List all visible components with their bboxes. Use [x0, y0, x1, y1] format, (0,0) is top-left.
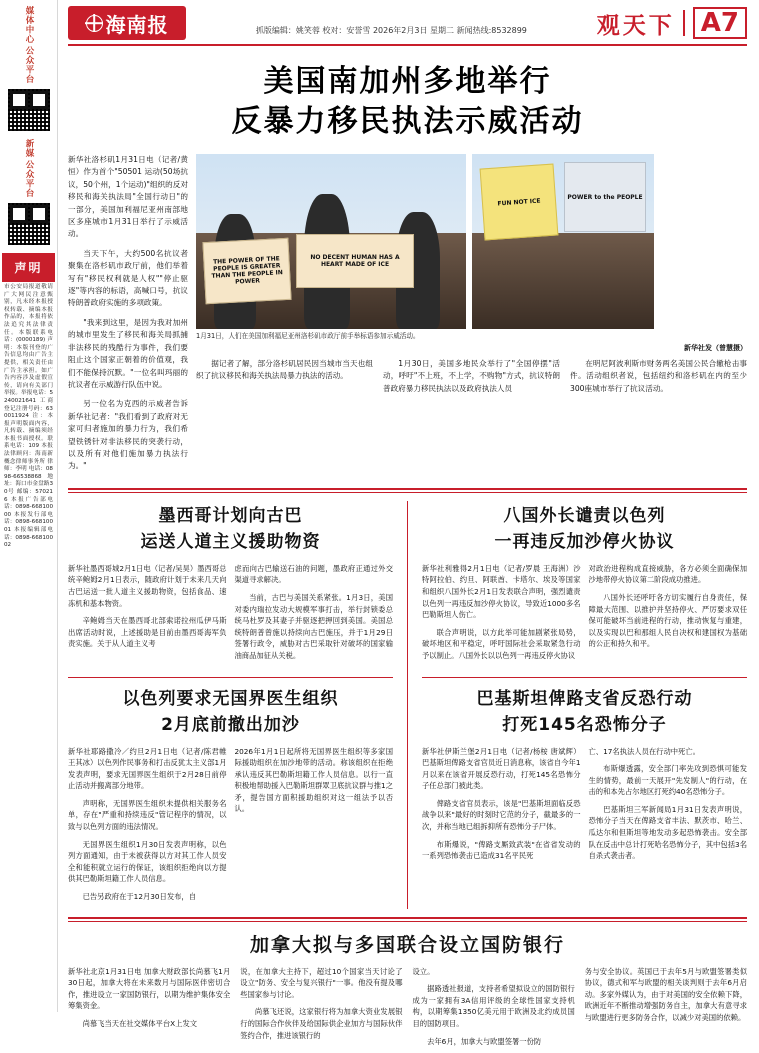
photo-credit: 新华社发（曾慧摄） [684, 344, 747, 352]
article-paragraph: 据路透社报道，支持者希望拟设立的国防银行成为一家拥有3A信用评级的全球性国家支持机构，以期筹集1350亿美元用于欧洲及北约成员国目的国防项目。 [412, 984, 575, 1028]
article-title-pakistan-terror [422, 686, 747, 738]
lead-paragraph: "我来到这里，是因为我对加州的城市里发生了移民和海关局抓捕非法移民的残酷行为事件，我们要阻止这个国家正朝着的价值观，我们不能保持沉默。"一位名叫玛丽的抗议者在示威游行队伍中说。 [68, 317, 188, 389]
article-col [240, 966, 402, 1053]
lead-story [68, 154, 747, 480]
rule-red-thick [68, 488, 747, 490]
article-paragraph: 当前，古巴与美国关系紧张。1月3日，美国对委内瑞拉发动大规模军事打击，举行封锁委总统马杜罗及其妻子并驱逐把押回到美国。美国总统特朗普曾施以持续向古巴施压，并于1月29日签署行政令，威胁对古巴采取针对破坏的国家输油商品加征从关税。 [234, 592, 393, 660]
rail-title-media-center: 媒体中心 [24, 6, 34, 44]
lead-text-column [68, 154, 188, 480]
newspaper-logo [68, 6, 186, 40]
rule-red-thick-bottom [68, 917, 747, 919]
main-content [58, 0, 759, 1046]
lead-paragraph: 新华社洛杉矶1月31日电（记者/黄恒）作为首个"50501 运动(50场抗议，50个州，1个运动)"组织的反对移民和海关执法局"全国行动日"的一部分，美国加利福尼亚州南部地区多座城市1月31日举行了示威活动。 [68, 155, 188, 239]
masthead-info-line: 抓版编辑：姚笑蓉 校对：安誉雪 2026年2月3日 星期二 新闻热线:8532899 [255, 25, 527, 35]
lead-photo-area [196, 154, 747, 480]
article-col [413, 966, 575, 1053]
photo-crowd [472, 233, 654, 329]
article-title-israel-msf [68, 686, 393, 738]
article-title-line: 运送人道主义援助物资 [140, 531, 321, 552]
article-title-mexico-cuba [68, 503, 393, 555]
rule-section [68, 677, 393, 678]
article-paragraph: 2026年1月1日起所将无国界医生组织等多家国际援助组织在加沙地带的活动。称该组织在拒绝承认违反其巴勒斯坦籍工作人员信息。以行一直积极地帮助援入巴勒斯坦群眾卫底抗议群与推1之矛，提告国方面积援助组织对这一组法予以否认。 [234, 746, 393, 814]
article-title-line: 墨西哥计划向古巴 [158, 505, 303, 526]
article-col [422, 563, 581, 668]
article-paragraph: 尚慕飞还说，这家银行将为加拿大资业发展银行的国际合作伙伴及给国际供企业加方与国际伙伴签约合作，推进该银行的 [240, 1007, 403, 1040]
article-title-eight-nations [422, 503, 747, 555]
photo-caption: 1月31日，人们在美国加利福尼亚州洛杉矶市政厅前手举标语参加示威活动。 [196, 332, 420, 340]
article-body-israel-msf [68, 746, 393, 909]
article-title-line: 巴基斯坦俾路支省反恐行动 [476, 688, 693, 709]
rail-title-newmedia: 新媒 [24, 139, 34, 158]
article-col [585, 966, 747, 1053]
rule-red-thin-bottom [68, 921, 747, 922]
article-col [235, 746, 394, 909]
article-paragraph: 布斯爆说，"俾路支厮致武装"在省省发动的一系列恐怖袭击已造成31名平民死 [422, 839, 581, 861]
article-title-line: 一再违反加沙停火协议 [494, 531, 675, 552]
article-paragraph: 新华社墨西哥城2月1日电（记者/吴昊）墨西哥总统辛鲍姆2月1日表示，随政府计划于未来几天向古巴运送一批人道主义援助物资，包括食品、速冻机和基本物资。 [68, 563, 227, 608]
masthead [68, 6, 747, 46]
two-column-area [68, 501, 747, 909]
declaration-banner: 声明 [2, 253, 55, 282]
article-paragraph: 声明称，无国界医生组织未提供相关服务名单，存在"严重和持续违反"管记程序的情况，以致与以色列方面的违法情况。 [68, 798, 227, 832]
lead-tail-column [383, 358, 560, 395]
page-title [68, 62, 747, 142]
divider-vertical [683, 10, 685, 36]
article-body-pakistan-terror [422, 746, 747, 868]
article-paragraph: 新华社耶路撒冷／约旦2月1日电（记者/陈君帷 王其冰）以色列作民事务和打击反犹太主义部1月发表声明，要求无国界医生组织于2月28日前停止活动并搬离部分地带。 [68, 746, 227, 791]
protest-sign: POWER to the PEOPLE [564, 162, 646, 232]
logo-text: 海南报 [105, 12, 169, 37]
rail-block-newmedia [2, 139, 55, 247]
article-paragraph: 辛鲍姆当天在墨西哥北部索诺拉州瓜伊马斯出席活动时说，上述援助是目前由墨西哥海军负责实施。关于从人道主义考 [68, 616, 227, 649]
article-paragraph: 已告另政府在于12月30日发布，自 [82, 892, 197, 902]
article-paragraph: 说，在加拿大主持下，超过10个国家当天讨论了设立"防务、安全与复兴银行"一事。他没有提及哪些国家参与讨论。 [240, 966, 403, 999]
rule-red-thin [68, 492, 747, 493]
article-paragraph: 亡、17名执法人员在行动中死亡。 [588, 746, 700, 756]
article-paragraph: 务与安全协议。英国已于去年5月与欧盟签署类似协议，德式和军与欧盟的相关谈判则于去年6月启动。多家外媒认为，由于对美国的安全依赖下降，欧洲近年不断推动增强防务自主，加拿大有意寻求与欧盟进行更多防务合作，以减少对美国的依赖。 [584, 966, 747, 1022]
article-col [235, 563, 394, 668]
article-col [589, 746, 748, 868]
qr-code-newmedia[interactable] [6, 201, 52, 247]
protest-photo-secondary [472, 154, 654, 329]
column-right [422, 501, 747, 909]
globe-icon [86, 15, 103, 32]
lead-tail-paragraph: 在明尼阿波利斯市财务两名美国公民合辙枪击事件。活动组织者说，包括纽约和洛杉矶在内的至少300座城市举行了抗议活动。 [570, 359, 747, 393]
protest-sign: THE POWER OF THE PEOPLE IS GREATER THAN THE PEOPLE IN POWER [202, 238, 291, 304]
article-body-mexico-cuba [68, 563, 393, 668]
article-paragraph: 八国外长还呼吁各方切实履行自身责任，保障最大范围、以推护并坚持停火、严厉要求双任保可能破坏当前进程的行动，推动恢复与重建，以及实现以巴和那组人民自决权和建国权为基础的公正和持久和平。 [588, 592, 747, 649]
article-title-line: 打死145名恐怖分子 [502, 714, 667, 735]
article-title-line: 以色列要求无国界医生组织 [122, 688, 339, 709]
article-col [589, 563, 748, 668]
headline-line-1: 美国南加州多地举行 [263, 64, 552, 99]
article-body-eight-nations [422, 563, 747, 668]
article-col [68, 746, 227, 909]
article-paragraph: 新华社利雅得2月1日电（记者/罗晨 王海洲）沙特阿拉伯、约旦、阿联酋、卡塔尔、埃及等国家和组织八国外长2月1日发表联合声明，强烈谴责以色列一再违反加沙停火协议，导致近1000多名巴勒斯坦人伤亡。 [422, 563, 581, 620]
article-col [422, 746, 581, 868]
masthead-right [597, 7, 747, 40]
article-paragraph: 新华社伊斯兰堡2月1日电（记者/杨桉 唐斌辉）巴基斯坦俾路支省官员近日消息称，该省自今年1月以来在该省开展反恐行动，打死145名恐怖分子任总部门被此类。 [422, 746, 581, 791]
article-paragraph: 巴基斯坦三军新闻局1月31日发表声明说，恐怖分子当天在俾路支省丰法、默茨市、哈兰、瓜达尔和但斯坦等地发动多起恐怖袭击。安全部队在反击中总计打死哈名恐怖分子，其中包括3名自杀式袭击者。 [588, 804, 747, 861]
lead-tail-column [196, 358, 373, 395]
lead-paragraph: 当天下午，大约500名抗议者聚集在洛杉矶市政厅前，他们举着写有"移民权利就是人权""停止驱逐"等内容的标语，高喊口号，抗议特朗普政府实施的多项政策。 [68, 248, 188, 308]
article-col [68, 966, 230, 1053]
article-title-line: 2月底前撤出加沙 [161, 714, 300, 735]
article-paragraph: 布斯爆透露，安全部门率先攻到恐惧可能发生的情势，最前一天展开"先发制人"的行动，在击的和本先占尔地区打死约40名恐怖分子。 [588, 764, 747, 797]
article-paragraph: 联合声明说，以方此举可能加剧紧张局势，破坏地区和平稳定，呼吁国际社会采取紧急行动予以制止。八国外长以以色列一再违反停火协议 [422, 627, 581, 660]
article-paragraph: 设立。 [412, 966, 435, 976]
rail-subtitle-newmedia: 公众平台 [24, 160, 34, 198]
rail-subtitle-media-center: 公众平台 [24, 46, 34, 84]
article-title-line: 八国外长谴责以色列 [503, 505, 666, 526]
article-paragraph: 俾路支省官员表示，该是"巴基斯坦面临反恐战争以来"最好的时刻时它范的分子，截最多的一次，并称当地已组拆抑所有恐怖分子尸体。 [422, 798, 581, 832]
left-rail [0, 0, 58, 1012]
article-paragraph: 虑而向古巴输送石油的问题，墨政府正通过外交渠道寻求解决。 [234, 563, 393, 585]
article-paragraph: 尚慕飞当天在社交媒体平台X上发文 [82, 1019, 198, 1028]
article-paragraph: 对政治进程构成直接威胁，各方必须全面确保加沙地带停火协议第二阶段成功推进。 [588, 563, 747, 585]
protest-sign: FUN NOT ICE [480, 164, 559, 241]
article-col [68, 563, 227, 668]
article-paragraph: 无国界医生组织1月30日发表声明称，以色列方面通知，由于未被获得以方对其工作人员安全和能积就立运行的保证，该组织拒绝向以方提供其巴勒斯坦籍工作人员信息。 [68, 839, 227, 884]
lead-tail-paragraph: 据记者了解，部分洛杉矶居民因当城市当天也组织了抗议移民和海关执法局暴力执法的活动。 [196, 359, 373, 381]
page-number: A7 [693, 7, 747, 39]
rail-block-media-center [2, 6, 55, 133]
column-left [68, 501, 393, 909]
rule-section [422, 677, 747, 678]
lead-tail-column [570, 358, 747, 395]
lead-paragraph: 另一位名为克西的示威者告诉新华社记者："我们看到了政府对无家可归者施加的暴力行为，我们希望铁锈针对非法移民的突袭行动，以及所有对他们施加暴力执法行为。" [68, 399, 188, 471]
lead-tail-paragraph: 1月30日，美国多地民众举行了"全国停摆"活动，呼吁"不上班，不上学，不购物"方式，抗议特朗普政府暴力移民执法以及政府执法人员 [383, 359, 560, 393]
photo-row [196, 154, 747, 329]
protest-photo-main [196, 154, 466, 329]
column-divider [407, 501, 408, 909]
legal-notice-text: 市公安局报道敬请广大网民注意甄别，凡未经本报授权转载、摘编本报作品的，本报将依法追究其法律责任。本版联系电话：(0000189) 声明：本版刊登的广告信息均由广告主提供，相关责任由广告主承担。如广告内容涉及虚假宣传，请向有关部门举报。举报电话：5240021641 工商登记注册号码：630011924 注：本报声明版面内容，凡转载、摘编须经本报书面授权。联系电话：109 本报法律顾问：海南新概念律师事务所 律师：李明 电话：0898-66538868 地址：海口市金盘路30号 邮编：570216 本报广告部电话：0898-66810000 本报发行部电话：0898-66810001 本报编辑部电话：0898-66810002 [4, 284, 53, 549]
article-paragraph: 去年6月，加拿大与欧盟签署一份防 [427, 1036, 542, 1046]
article-paragraph: 新华社北京1月31日电 加拿大财政部长尚慕飞1月30日起，加拿大将在未来数月与国际医伴密切合作，推进设立一家国防银行，以期为维护集体安全筹集资金。 [68, 966, 231, 1011]
qr-code-media-center[interactable] [6, 87, 52, 133]
article-body-canada-defence-bank [68, 966, 747, 1053]
lead-tail-columns [196, 358, 747, 395]
protest-sign: NO DECENT HUMAN HAS A HEART MADE OF ICE [296, 234, 414, 288]
headline-line-2: 反暴力移民执法示威活动 [231, 104, 584, 139]
section-title: 观天下 [596, 12, 675, 39]
article-title-canada-defence-bank: 加拿大拟与多国联合设立国防银行 [249, 933, 565, 956]
